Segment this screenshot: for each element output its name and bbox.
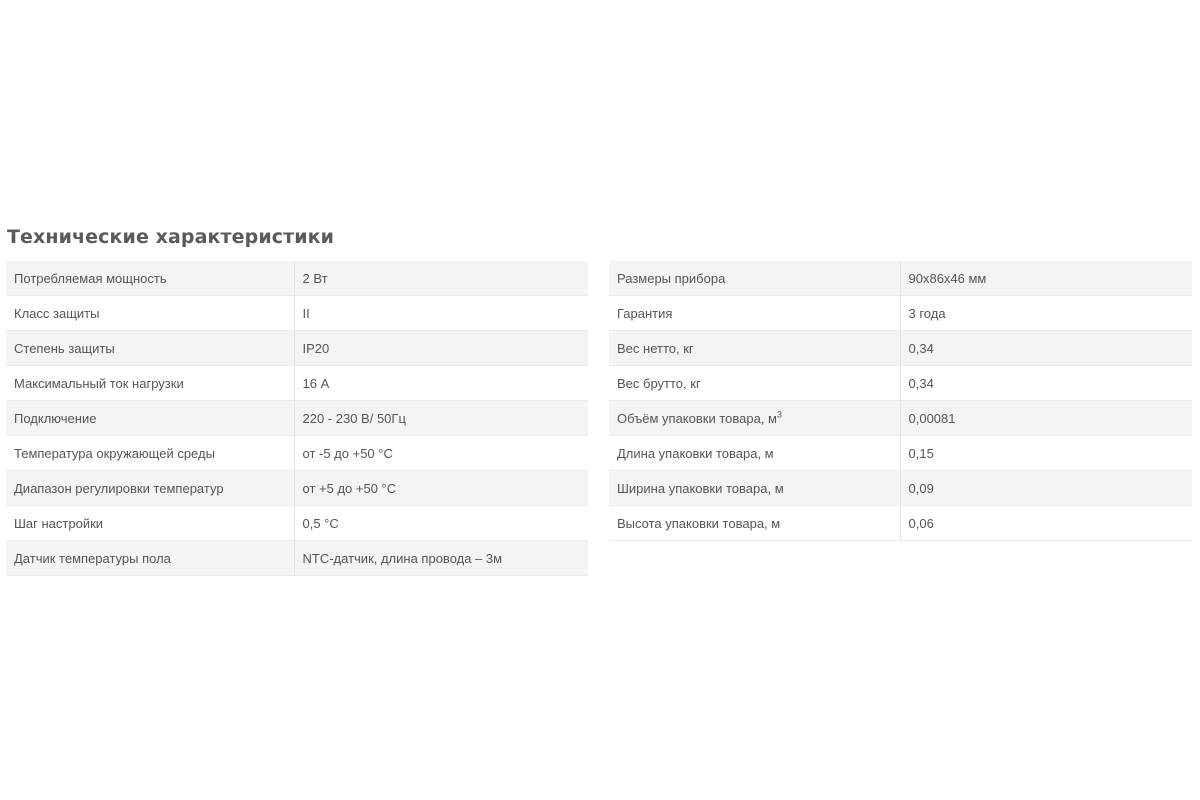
spec-value: 16 А (294, 366, 588, 401)
table-row (609, 296, 1192, 331)
spec-value: 3 года (900, 296, 1192, 331)
spec-value: IP20 (294, 331, 588, 366)
spec-name: Класс защиты (6, 296, 294, 331)
table-row (6, 331, 588, 366)
spec-name: Диапазон регулировки температур (6, 471, 294, 506)
spec-name: Шаг настройки (6, 506, 294, 541)
spec-name: Температура окружающей среды (6, 436, 294, 471)
spec-name: Размеры прибора (609, 261, 900, 296)
spec-name: Вес нетто, кг (609, 331, 900, 366)
spec-value: 0,15 (900, 436, 1192, 471)
spec-name: Датчик температуры пола (6, 541, 294, 576)
spec-value: 2 Вт (294, 261, 588, 296)
table-row (6, 436, 588, 471)
spec-value: 90x86x46 мм (900, 261, 1192, 296)
spec-value: от -5 до +50 °С (294, 436, 588, 471)
specs-table-right (609, 261, 1192, 541)
spec-name: Степень защиты (6, 331, 294, 366)
spec-value: 0,34 (900, 366, 1192, 401)
table-row (609, 471, 1192, 506)
table-row (6, 366, 588, 401)
table-row (6, 401, 588, 436)
spec-value: 0,34 (900, 331, 1192, 366)
spec-name: Вес брутто, кг (609, 366, 900, 401)
spec-value: 0,5 °С (294, 506, 588, 541)
table-row (609, 506, 1192, 541)
spec-value: 0,00081 (900, 401, 1192, 436)
specs-table-left (6, 261, 588, 576)
spec-name: Длина упаковки товара, м (609, 436, 900, 471)
spec-name: Ширина упаковки товара, м (609, 471, 900, 506)
spec-value: II (294, 296, 588, 331)
spec-name: Гарантия (609, 296, 900, 331)
spec-name: Максимальный ток нагрузки (6, 366, 294, 401)
spec-name: Потребляемая мощность (6, 261, 294, 296)
superscript-3: 3 (776, 409, 782, 420)
table-row (6, 261, 588, 296)
spec-name (609, 401, 900, 436)
table-row (609, 261, 1192, 296)
table-row (609, 331, 1192, 366)
table-row (609, 436, 1192, 471)
table-row (6, 506, 588, 541)
table-row (6, 471, 588, 506)
spec-value: 0,09 (900, 471, 1192, 506)
table-row (6, 296, 588, 331)
spec-value: 0,06 (900, 506, 1192, 541)
spec-name: Высота упаковки товара, м (609, 506, 900, 541)
table-row (6, 541, 588, 576)
spec-name: Подключение (6, 401, 294, 436)
section-title: Технические характеристики (7, 226, 335, 248)
table-row (609, 401, 1192, 436)
spec-value: NTC-датчик, длина провода – 3м (294, 541, 588, 576)
table-row (609, 366, 1192, 401)
spec-value: от +5 до +50 °С (294, 471, 588, 506)
spec-name-text: Объём упаковки товара, м (617, 410, 777, 426)
spec-value: 220 - 230 В/ 50Гц (294, 401, 588, 436)
